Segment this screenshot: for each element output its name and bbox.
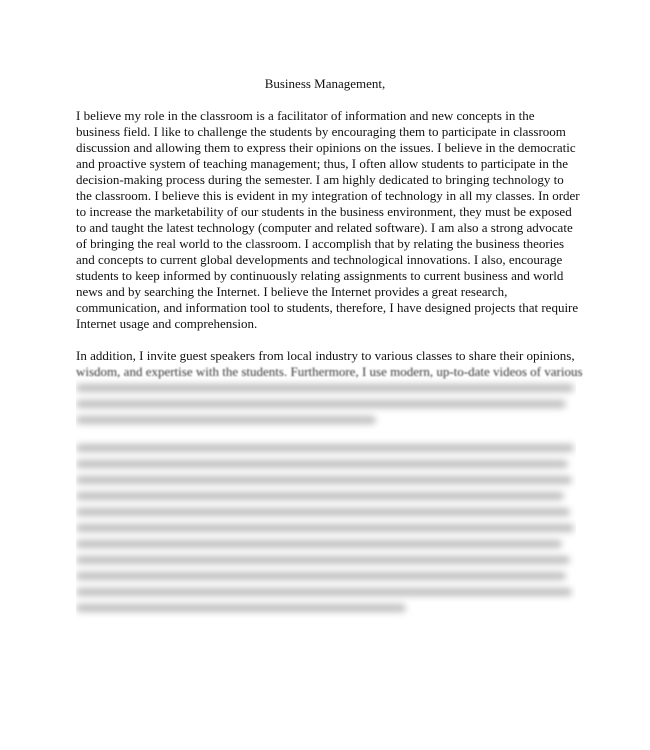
text-line: and concepts to current global developments and technological innovations. I also, encourage — [76, 252, 563, 267]
blurred-text-line — [76, 524, 574, 532]
blurred-text-line — [76, 540, 562, 548]
blurred-text-line — [76, 460, 568, 468]
text-line: students to keep informed by continuously relating assignments to current business and world — [76, 268, 564, 283]
text-line: business field. I like to challenge the students by encouraging them to participate in classroom — [76, 124, 566, 139]
document-title: Business Management, — [264, 76, 386, 91]
blurred-text-line — [76, 508, 570, 516]
text-line: to and taught the latest technology (computer and related software). I am also a strong advocate — [76, 220, 573, 235]
text-line: decision-making process during the semester. I am highly dedicated to bringing technology to — [76, 172, 564, 187]
text-line: I believe my role in the classroom is a facilitator of information and new concepts in the — [76, 108, 535, 123]
blurred-text-line — [76, 604, 406, 612]
text-line: communication, and information tool to students, therefore, I have designed projects that require — [76, 300, 579, 315]
text-line: news and by searching the Internet. I believe the Internet provides a great research, — [76, 284, 508, 299]
blurred-text-line — [76, 400, 566, 408]
text-line: the classroom. I believe this is evident in my integration of technology in all my classes. In order — [76, 188, 580, 203]
blurred-text-line — [76, 588, 572, 596]
blurred-text-line — [76, 556, 570, 564]
text-line: of bringing the real world to the classroom. I accomplish that by relating the business theories — [76, 236, 565, 251]
blurred-text-line — [76, 416, 376, 424]
blurred-content-overlay — [76, 0, 579, 750]
blurred-text-line — [76, 384, 574, 392]
text-line: Internet usage and comprehension. — [76, 316, 258, 331]
blurred-text-line — [76, 572, 566, 580]
text-line-partially-obscured: wisdom, and expertise with the students. Furthermore, I use modern, up-to-date videos of various — [76, 364, 583, 379]
text-line: discussion and allowing them to express their opinions on the issues. I believe in the democratic — [76, 140, 576, 155]
text-line: to increase the marketability of our students in the business environment, they must be exposed — [76, 204, 572, 219]
blurred-text-line — [76, 492, 564, 500]
blurred-text-line — [76, 444, 574, 452]
text-line: and proactive system of teaching management; thus, I often allow students to participate in the — [76, 156, 569, 171]
blurred-text-line — [76, 476, 572, 484]
text-line: In addition, I invite guest speakers from local industry to various classes to share their opinions, — [76, 348, 575, 363]
